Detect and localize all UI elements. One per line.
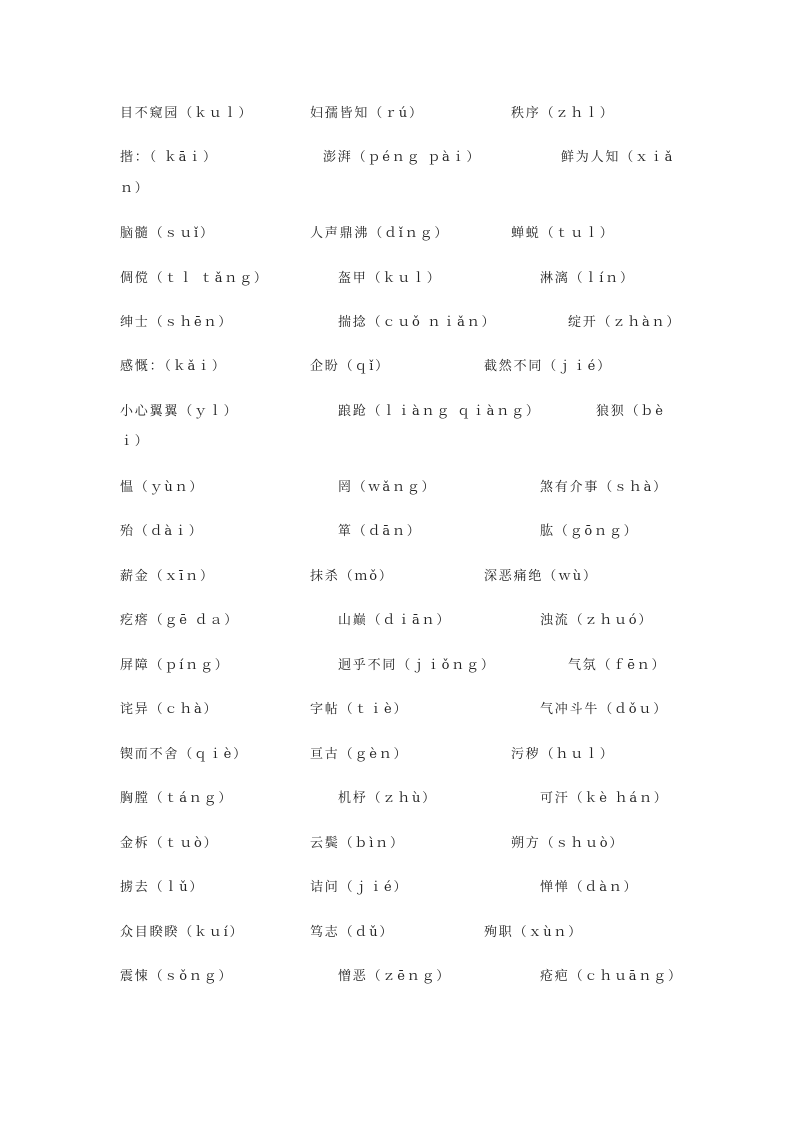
entry: 狼狈（ｂè <box>596 404 665 419</box>
entry: 殆（ｄàｉ） <box>120 524 204 539</box>
entry: 浊流（ｚｈｕó） <box>540 613 654 628</box>
entry: 朔方（ｓｈｕò） <box>511 836 625 851</box>
entry: 小心翼翼（ｙｌ） <box>120 404 239 419</box>
entry: 气冲斗牛（ｄǒｕ） <box>540 702 669 717</box>
entry: 疮疤（ｃｈｕāｎｇ） <box>540 969 683 984</box>
entry: 妇孺皆知（ｒú） <box>310 106 424 121</box>
entry: 罔（ｗǎｎｇ） <box>338 480 437 495</box>
entry: 气氛（ｆēｎ） <box>568 658 667 673</box>
entry: 箪（ｄāｎ） <box>338 524 422 539</box>
entry: 山巅（ｄｉāｎ） <box>338 613 452 628</box>
entry: 倜傥（ｔｌ ｔǎｎｇ） <box>120 271 269 286</box>
entry-continuation: ｎ） <box>120 181 150 196</box>
entry: 绽开（ｚｈàｎ） <box>568 315 682 330</box>
entry: 金柝（ｔｕò） <box>120 836 219 851</box>
entry: 云鬓（ｂìｎ） <box>310 836 405 851</box>
entry: 脑髓（ｓｕǐ） <box>120 226 215 241</box>
entry: 亘古（ｇèｎ） <box>310 747 409 762</box>
entry: 揩：（ ｋāｉ） <box>120 150 218 165</box>
entry: 震悚（ｓǒｎｇ） <box>120 969 234 984</box>
entry: 锲而不舍（ｑｉè） <box>120 747 248 762</box>
entry: 肱（ｇōｎｇ） <box>540 524 639 539</box>
entry: 煞有介事（ｓｈà） <box>540 480 668 495</box>
entry: 污秽（ｈｕｌ） <box>511 747 615 762</box>
entry: 深恶痛绝（ｗù） <box>484 569 598 584</box>
entry: 淋漓（ｌíｎ） <box>540 271 635 286</box>
entry-continuation: ｉ） <box>120 434 150 449</box>
entry: 目不窥园（ｋｕｌ） <box>120 106 254 121</box>
entry: 字帖（ｔｉè） <box>310 702 409 717</box>
entry: 胸膛（ｔáｎｇ） <box>120 791 234 806</box>
entry: 掳去（ｌǔ） <box>120 880 205 895</box>
entry: 人声鼎沸（ｄǐｎｇ） <box>310 226 450 241</box>
entry: 憎恶（ｚēｎｇ） <box>338 969 452 984</box>
entry: 踉跄（ｌｉàｎｇ ｑｉàｎｇ） <box>338 404 541 419</box>
entry: 疙瘩（ｇē ｄａ） <box>120 613 240 628</box>
entry: 绅士（ｓｈēｎ） <box>120 315 234 330</box>
entry: 盔甲（ｋｕｌ） <box>338 271 442 286</box>
entry: 机杼（ｚｈù） <box>338 791 437 806</box>
entry: 愠（ｙùｎ） <box>120 480 205 495</box>
entry: 秩序（ｚｈｌ） <box>511 106 615 121</box>
entry: 感慨：（ｋǎｉ） <box>120 359 227 374</box>
entry: 惮惮（ｄàｎ） <box>540 880 639 895</box>
entry: 殉职（ｘùｎ） <box>484 925 583 940</box>
entry: 可汗（ｋè ｈáｎ） <box>540 791 669 806</box>
entry: 企盼（ｑǐ） <box>310 359 390 374</box>
entry: 鲜为人知（ｘｉǎ <box>561 150 675 165</box>
entry: 屏障（ｐíｎｇ） <box>120 658 230 673</box>
entry: 蝉蜕（ｔｕｌ） <box>511 226 615 241</box>
entry: 揣捻（ｃｕǒ ｎｉǎｎ） <box>338 315 497 330</box>
entry: 笃志（ｄǔ） <box>310 925 395 940</box>
entry: 薪金（ｘīｎ） <box>120 569 215 584</box>
entry: 诧异（ｃｈà） <box>120 702 219 717</box>
entry: 迥乎不同（ｊｉǒｎｇ） <box>338 658 496 673</box>
entry: 截然不同（ｊｉé） <box>484 359 612 374</box>
entry: 众目睽睽（ｋｕí） <box>120 925 245 940</box>
entry: 抹杀（ｍǒ） <box>310 569 394 584</box>
entry: 澎湃（ｐéｎｇ ｐàｉ） <box>323 150 482 165</box>
entry: 诘问（ｊｉé） <box>310 880 409 895</box>
